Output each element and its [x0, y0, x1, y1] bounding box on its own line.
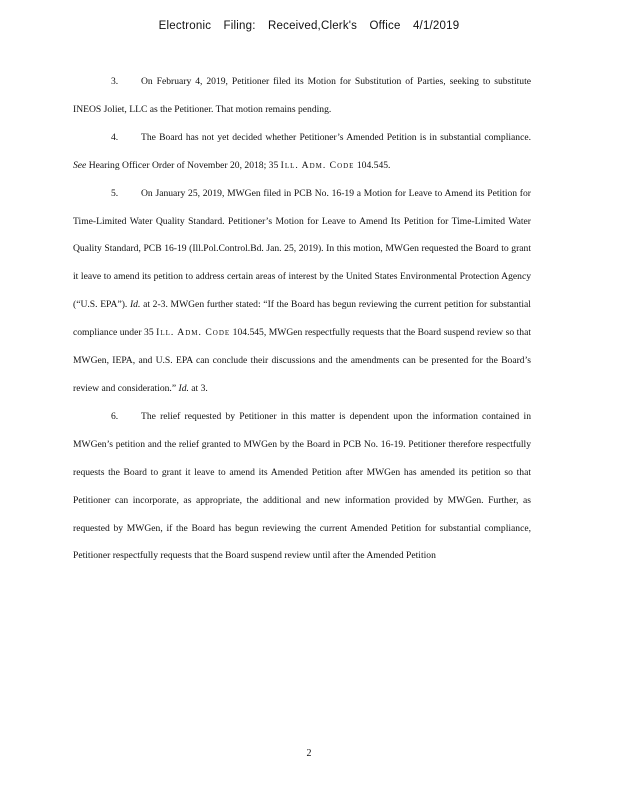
paragraph-number: 5.: [111, 187, 119, 199]
paragraph-number: 6.: [111, 410, 119, 422]
paragraph-6: [73, 403, 531, 570]
citation-signal: See: [73, 159, 87, 171]
paragraph-3: [73, 68, 531, 124]
paragraph-text: On January 25, 2019, MWGen filed in PCB No. 16-19 a Motion for Leave to Amend its Petition for Time-Limited Water Quality Standard. Petitioner’s Motion for Leave to Amend Its Petition for Time-Limited Water Quality Standard, PCB 16-19 (Ill.Pol.Control.Bd. Jan. 25, 2019). In this motion, MWGen requested the Board to grant it leave to amend its petition to address certain areas of interest by the United States Environmental Protection Agency (“U.S. EPA”).: [73, 187, 531, 311]
paragraph-text: at 3.: [191, 382, 208, 394]
citation-id: Id.: [129, 299, 141, 311]
paragraph-4: [73, 124, 531, 180]
page-number: 2: [306, 748, 312, 759]
paragraph-number: 3.: [111, 76, 119, 87]
paragraph-text: 104.545.: [356, 159, 391, 171]
code-citation: Ill. Adm. Code: [280, 159, 355, 171]
paragraph-text: On February 4, 2019, Petitioner filed its Motion for Substitution of Parties, seeking to substitute INEOS Joliet, LLC as the Petitioner. That motion remains pending.: [73, 76, 531, 115]
paragraph-number: 4.: [111, 131, 119, 143]
paragraph-text: The Board has not yet decided whether Petitioner’s Amended Petition is in substantial compliance.: [141, 131, 531, 143]
paragraph-text: Hearing Officer Order of November 20, 2018; 35: [88, 159, 279, 171]
paragraph-text: at 2-3. MWGen further stated: “If the Board has begun reviewing the current petition for substantial compliance under 35: [73, 299, 531, 339]
citation-id: Id.: [178, 382, 189, 394]
code-citation: Ill. Adm. Code: [156, 327, 231, 339]
paragraph-5: [73, 180, 531, 403]
document-body: [73, 68, 531, 570]
filing-stamp-header: Electronic Filing: Received,Clerk's Office 4/1/2019: [158, 20, 460, 32]
paragraph-text: The relief requested by Petitioner in this matter is dependent upon the information contained in MWGen’s petition and the relief granted to MWGen by the Board in PCB No. 16-19. Petitioner therefore respectfully requests the Board to grant it leave to amend its Amended Petition after MWGen has amended its petition so that Petitioner can incorporate, as appropriate, the additional and new information provided by MWGen. Further, as requested by MWGen, if the Board has begun reviewing the current Amended Petition for substantial compliance, Petitioner respectfully requests that the Board suspend review until after the Amended Petition: [73, 410, 531, 562]
paragraph-text: 104.545, MWGen respectfully requests that the Board suspend review so that MWGen, IEPA, and U.S. EPA can conclude their discussions and the amendments can be presented for the Board’s review and consideration.”: [73, 327, 531, 394]
